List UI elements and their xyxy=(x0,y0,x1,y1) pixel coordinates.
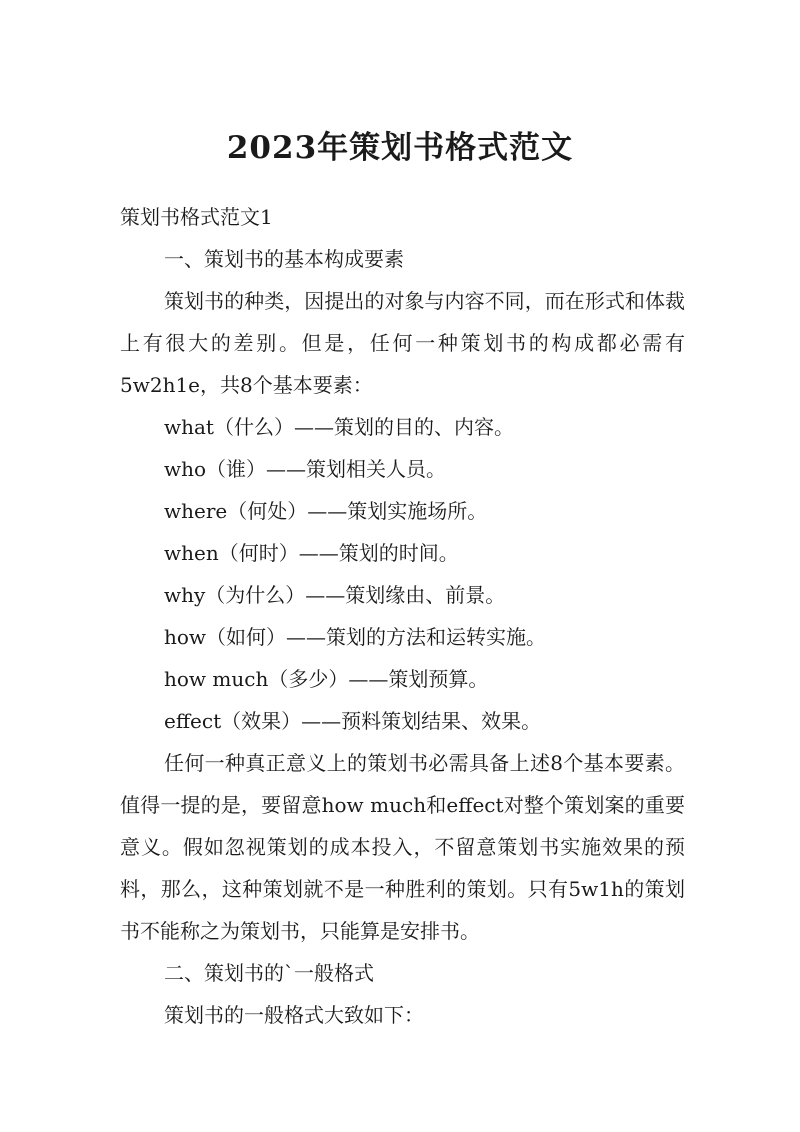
document-title: 2023年策划书格式范文 xyxy=(226,130,574,166)
element-item-when: when（何时）——策划的时间。 xyxy=(164,541,459,565)
paragraph-intro: 策划书的种类，因提出的对象与内容不同，而在形式和体裁上有很大的差别。但是，任何一种策划书的构成都必需有5w2h1e，共8个基本要素： xyxy=(120,289,685,397)
element-item-where: where（何处）——策划实施场所。 xyxy=(164,499,488,523)
element-item-what: what（什么）——策划的目的、内容。 xyxy=(164,415,514,439)
document-body xyxy=(120,196,685,1036)
section-label: 策划书格式范文1 xyxy=(120,205,273,229)
heading-basic-elements: 一、策划书的基本构成要素 xyxy=(164,247,404,271)
element-item-how-much: how much（多少）——策划预算。 xyxy=(164,667,489,691)
element-item-why: why（为什么）——策划缘由、前景。 xyxy=(164,583,506,607)
element-item-effect: effect（效果）——预料策划结果、效果。 xyxy=(164,709,542,733)
paragraph-general-format: 策划书的一般格式大致如下： xyxy=(164,1003,424,1027)
heading-general-format: 二、策划书的`一般格式 xyxy=(164,961,374,985)
element-item-who: who（谁）——策划相关人员。 xyxy=(164,457,447,481)
paragraph-requirements: 任何一种真正意义上的策划书必需具备上述8个基本要素。值得一提的是，要留意how much和effect对整个策划案的重要意义。假如忽视策划的成本投入，不留意策划书实施效果的预料，那么，这种策划就不是一种胜利的策划。只有5w1h的策划书不能称之为策划书，只能算是安排书。 xyxy=(120,751,685,943)
element-item-how: how（如何）——策划的方法和运转实施。 xyxy=(164,625,547,649)
